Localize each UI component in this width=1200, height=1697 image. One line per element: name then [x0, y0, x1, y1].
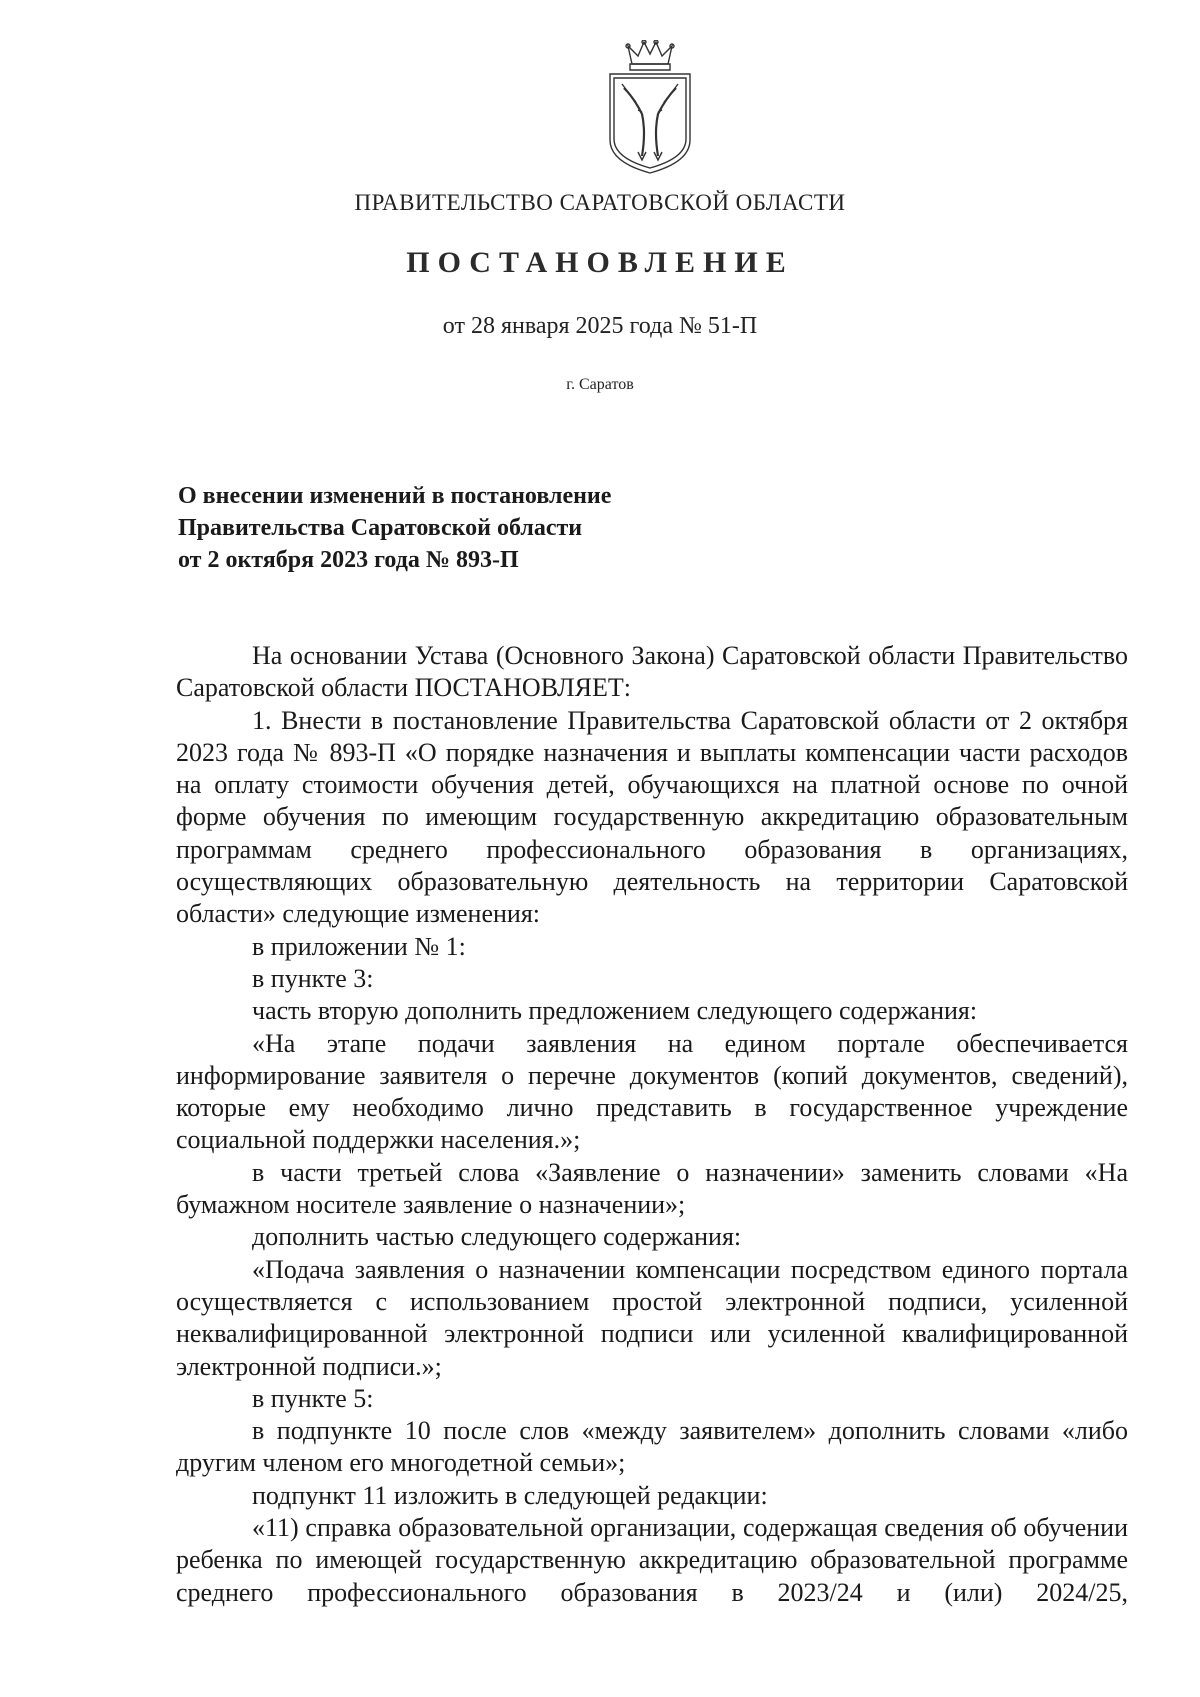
body-paragraph: «11) справка образовательной организации, содержащая сведения об обучении ребенка по имеющей государственную аккредитацию образовательной программе среднего профессионального образования в 2023/24 и (или) 2024/25, — [176, 1513, 1128, 1607]
body-paragraph: «Подача заявления о назначении компенсации посредством единого портала осуществляется с использованием простой электронной подписи, усиленной неквалифицированной электронной подписи или усиленной квалифицированной электронной подписи.»; — [176, 1254, 1128, 1381]
body-paragraph: в пункте 5: — [252, 1383, 374, 1413]
title-line: О внесении изменений в постановление — [178, 483, 612, 509]
document-type: ПОСТАНОВЛЕНИЕ — [406, 246, 794, 279]
body-paragraph: в пункте 3: — [252, 963, 374, 993]
title-line: от 2 октября 2023 года № 893-П — [178, 547, 519, 573]
body-paragraph: часть вторую дополнить предложением следующего содержания: — [252, 996, 978, 1026]
body-paragraph: в части третьей слова «Заявление о назначении» заменить словами «На бумажном носителе заявление о назначении»; — [176, 1157, 1128, 1220]
document-body — [176, 640, 1128, 1609]
body-paragraph: подпункт 11 изложить в следующей редакции: — [252, 1480, 768, 1510]
document-title — [178, 480, 878, 576]
body-paragraph: в подпункте 10 после слов «между заявителем» дополнить словами «либо другим членом его многодетной семьи»; — [176, 1416, 1128, 1478]
document-city: г. Саратов — [566, 376, 634, 393]
body-paragraph: «На этапе подачи заявления на едином портале обеспечивается информирование заявителя о перечне документов (копий документов, сведений), которые ему необходимо лично представить в государственное учреждение социальной поддержки населения.»; — [176, 1028, 1128, 1155]
saratov-coat-of-arms-emblem — [602, 40, 698, 175]
organization-name: ПРАВИТЕЛЬСТВО САРАТОВСКОЙ ОБЛАСТИ — [354, 190, 846, 215]
body-paragraph: дополнить частью следующего содержания: — [252, 1222, 742, 1252]
title-line: Правительства Саратовской области — [178, 515, 583, 541]
document-date-number: от 28 января 2025 года № 51-П — [442, 313, 758, 339]
body-paragraph: На основании Устава (Основного Закона) Саратовской области Правительство Саратовской области ПОСТАНОВЛЯЕТ: — [176, 641, 1128, 703]
body-paragraph: 1. Внести в постановление Правительства Саратовской области от 2 октября 2023 года № 893-П «О порядке назначения и выплаты компенсации части расходов на оплату стоимости обучения детей, обучающихся на платной основе по очной форме обучения по имеющим государственную аккредитацию образовательным программам среднего профессионального образования в организациях, осуществляющих образовательную деятельность на территории Саратовской области» следующие изменения: — [176, 705, 1128, 929]
body-paragraph: в приложении № 1: — [252, 931, 466, 961]
